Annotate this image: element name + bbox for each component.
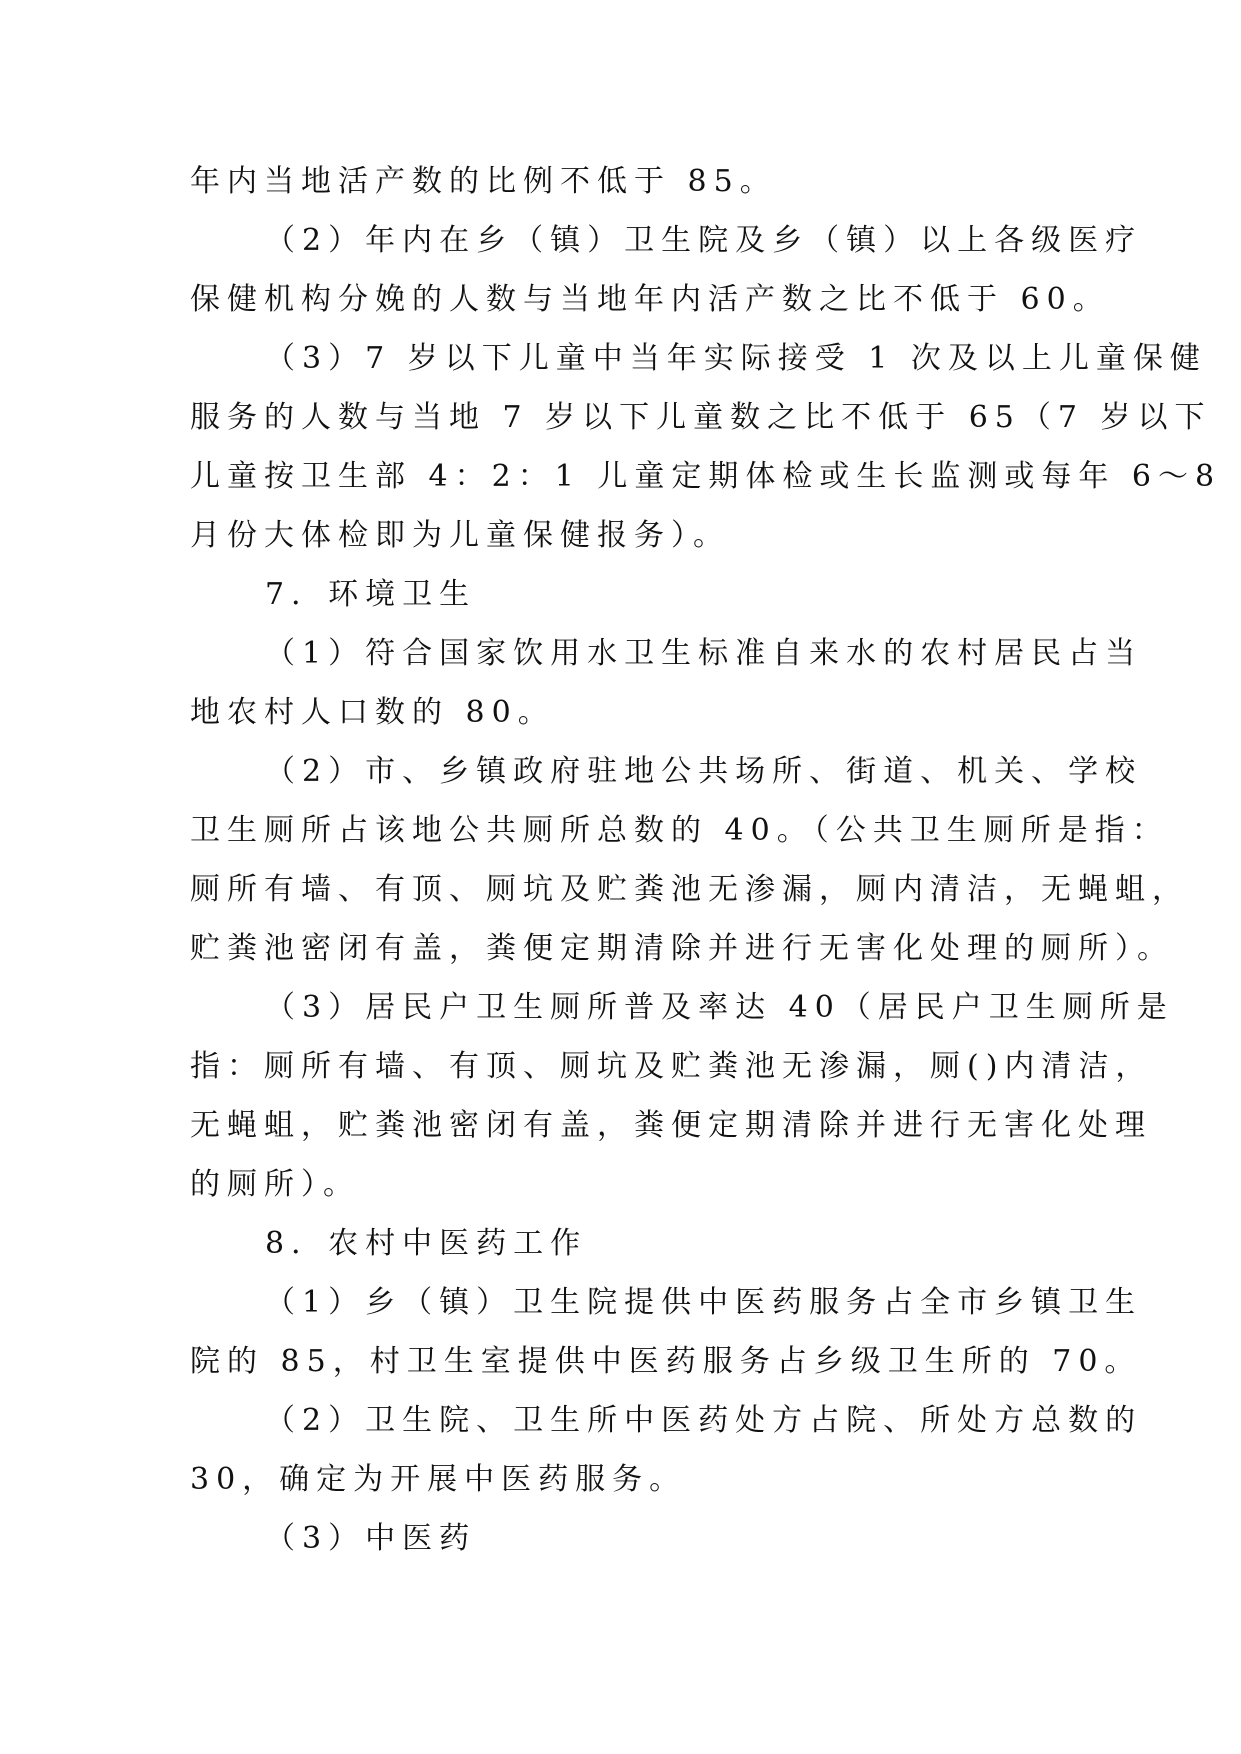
text-line: 保健机构分娩的人数与当地年内活产数之比不低于 60。 [190, 282, 1110, 317]
text-line: 儿童按卫生部 4：2：1 儿童定期体检或生长监测或每年 6～8 [190, 459, 1222, 494]
text-line: 30，确定为开展中医药服务。 [190, 1462, 687, 1497]
text-line: 的厕所）。 [190, 1167, 360, 1202]
text-line: 年内当地活产数的比例不低于 85。 [190, 164, 777, 199]
text-line: （1）符合国家饮用水卫生标准自来水的农村居民占当 [265, 636, 1143, 671]
text-line: （1）乡（镇）卫生院提供中医药服务占全市乡镇卫生 [265, 1285, 1143, 1320]
text-line: 院的 85，村卫生室提供中医药服务占乡级卫生所的 70。 [190, 1344, 1142, 1379]
section-heading: 7．环境卫生 [265, 577, 477, 612]
text-line: 指：厕所有墙、有顶、厕坑及贮粪池无渗漏，厕()内清洁， [190, 1049, 1153, 1084]
text-line: 无蝇蛆，贮粪池密闭有盖，粪便定期清除并进行无害化处理 [190, 1108, 1152, 1143]
text-line: （3）7 岁以下儿童中当年实际接受 1 次及以上儿童保健 [265, 341, 1207, 376]
text-line: 月份大体检即为儿童保健报务）。 [190, 518, 730, 553]
text-line: （2）年内在乡（镇）卫生院及乡（镇）以上各级医疗 [265, 223, 1143, 258]
text-line: （2）市、乡镇政府驻地公共场所、街道、机关、学校 [265, 754, 1143, 789]
text-line: 地农村人口数的 80。 [190, 695, 555, 730]
text-line: 服务的人数与当地 7 岁以下儿童数之比不低于 65（7 岁以下 [190, 400, 1212, 435]
text-line: （3）居民户卫生厕所普及率达 40（居民户卫生厕所是 [265, 990, 1174, 1025]
section-heading: 8．农村中医药工作 [265, 1226, 588, 1261]
text-line: 贮粪池密闭有盖，粪便定期清除并进行无害化处理的厕所）。 [190, 931, 1174, 966]
text-line: 厕所有墙、有顶、厕坑及贮粪池无渗漏，厕内清洁，无蝇蛆， [190, 872, 1189, 907]
text-line: 卫生厕所占该地公共厕所总数的 40。（公共卫生厕所是指： [190, 813, 1169, 848]
text-line: （3）中医药 [265, 1521, 477, 1556]
text-line: （2）卫生院、卫生所中医药处方占院、所处方总数的 [265, 1403, 1143, 1438]
